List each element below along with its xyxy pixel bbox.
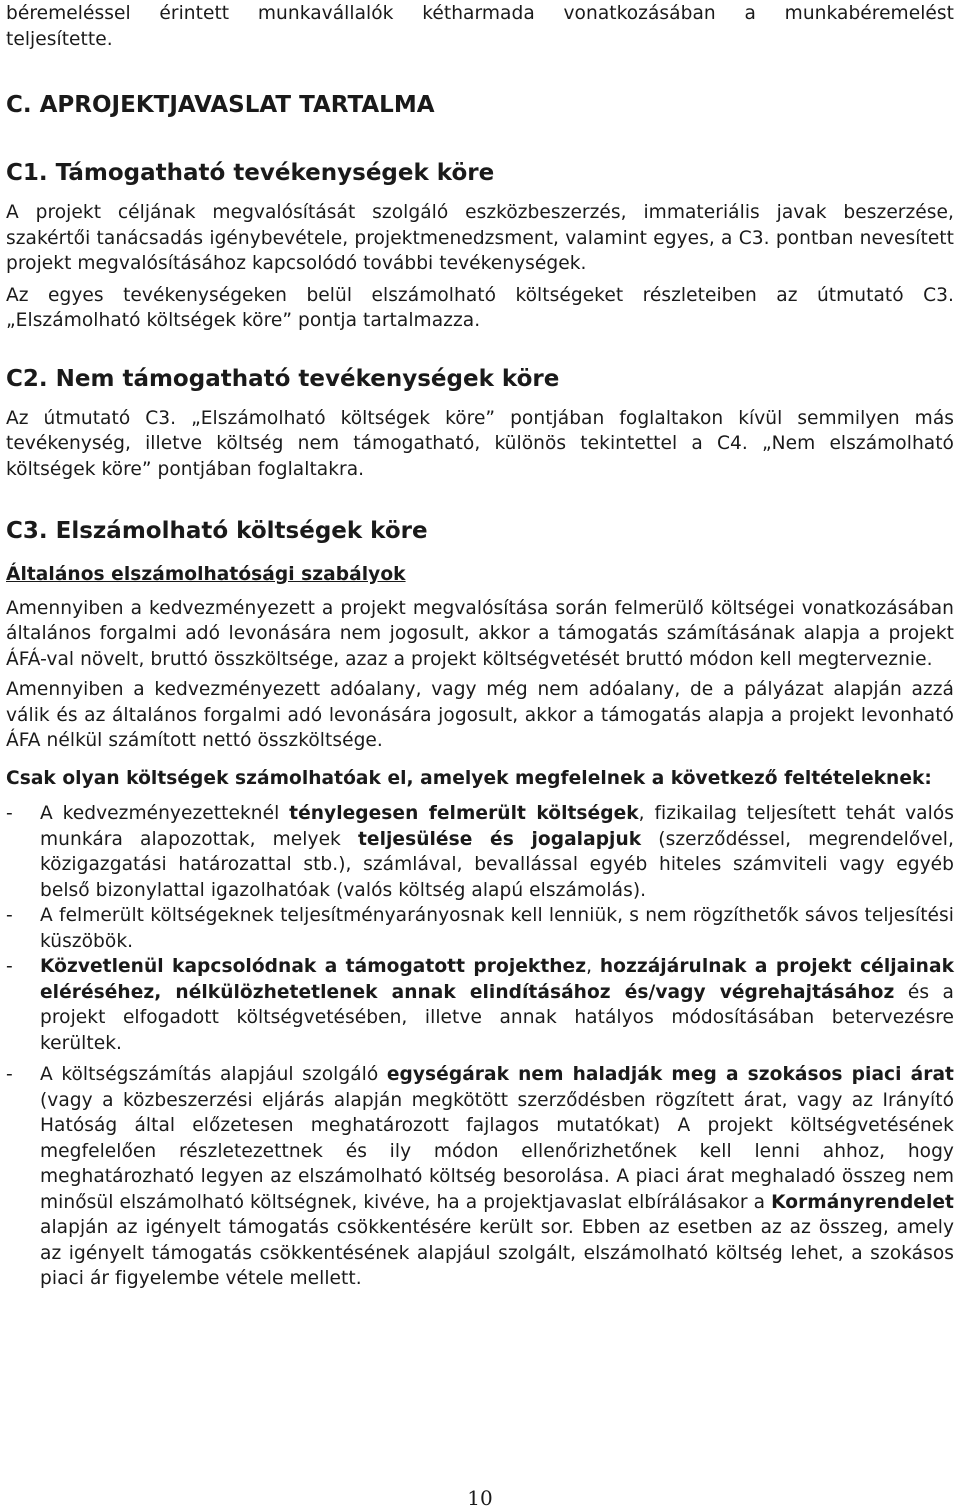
c2-paragraph: Az útmutató C3. „Elszámolható költségek köre” pontjában foglaltakon kívül semmilyen más tevékenység, illetve költség nem támogatható, különös tekintettel a C4. „Nem elszámolható költségek köre” pontjában foglaltakra. (6, 407, 954, 480)
emphasis-text: egységárak nem haladják meg a szokásos piaci árat (386, 1064, 954, 1085)
c1-paragraph-1: A projekt céljának megvalósítását szolgáló eszközbeszerzés, immateriális javak beszerzése, szakértői tanácsadás igénybevétele, projektmenedzsment, valamint egyes, a C3. pontban nevesített projekt megvalósításához kapcsolódó további tevékenységek. (6, 202, 954, 274)
document-page (6, 0, 954, 1292)
c3-paragraph-1: Amennyiben a kedvezményezett a projekt megvalósítása során felmerülő költségei vonatkozásában általános forgalmi adó levonására nem jogosult, akkor a támogatás számításának alapja a projekt ÁFÁ-val növelt, bruttó összköltsége, azaz a projekt költségvetését bruttó módon kell megterveznie. (6, 597, 954, 670)
list-dash: - (6, 956, 13, 977)
lead-line-2: teljesítette. (6, 28, 113, 50)
emphasis-text: Közvetlenül kapcsolódnak a támogatott projekthez (40, 956, 587, 977)
page-number: 10 (467, 1486, 493, 1510)
lead-paragraph (6, 1, 954, 52)
list-item: - A kedvezményezetteknél ténylegesen felmerült költségek, fizikailag teljesített tehát valós munkára alapozottak, melyek teljesülése és jogalapjuk (szerződéssel, megrendelővel, közigazgatási határozattal stb.), számlával, bevallással egyéb hiteles számviteli vagy egyéb belső bizonylattal igazolhatóak (valós költség alapú elszámolás). (6, 803, 954, 901)
c3-subheading: Általános elszámolhatósági szabályok (6, 564, 406, 585)
section-c-heading: C. APROJEKTJAVASLAT TARTALMA (6, 92, 435, 118)
list-item: - Közvetlenül kapcsolódnak a támogatott projekthez, hozzájárulnak a projekt céljainak eléréséhez, nélkülözhetetlenek annak elindításához és/vagy végrehajtásához és a projekt elfogadott költségvetésében, illetve annak hatályos módosításában betervezésre kerültek. (6, 956, 955, 1054)
lead-line-1: béremeléssel érintett munkavállalók kétharmada vonatkozásában a munkabéremelést (6, 3, 954, 24)
emphasis-text: ténylegesen felmerült költségek (289, 803, 639, 824)
c2-heading: C2. Nem támogatható tevékenységek köre (6, 365, 560, 392)
list-dash: - (6, 1064, 13, 1085)
c1-heading: C1. Támogatható tevékenységek köre (6, 160, 495, 186)
emphasis-text: Kormányrendelet (771, 1191, 954, 1213)
list-dash: - (6, 905, 13, 926)
list-item: - A költségszámítás alapjául szolgáló egységárak nem haladják meg a szokásos piaci árat (vagy a közbeszerzési eljárás alapján megkötött szerződésben rögzített árat, vagy az Irányító Hatóság által előzetesen meghatározott fajlagos mutatókat) A projekt költségvetésének megfelelően részletezettnek és ily módon ellenőrizhetőnek kell lenni ahhoz, hogy meghatározható legyen az elszámolható költség besorolása. A piaci árat meghaladó összeg nem minősül elszámolható költségnek, kivéve, ha a projektjavaslat elbírálásakor a Kormányrendelet alapján az igényelt támogatás csökkentésére került sor. Ebben az esetben az az összeg, amely az igényelt támogatás csökkentésének alapjául szolgált, elszámolható költség lehet, a szokásos piaci ár figyelembe vétele mellett. (6, 1064, 954, 1289)
conditions-heading: Csak olyan költségek számolhatóak el, amelyek megfelelnek a következő feltételeknek: (6, 767, 932, 789)
list-dash: - (6, 803, 13, 824)
emphasis-text: teljesülése és jogalapjuk (357, 828, 642, 850)
c3-heading: C3. Elszámolható költségek köre (6, 518, 428, 544)
c1-paragraph-2: Az egyes tevékenységeken belül elszámolható költségeket részleteiben az útmutató C3. „Elszámolható költségek köre” pontja tartalmazza. (6, 284, 954, 331)
list-item: - A felmerült költségeknek teljesítményarányosnak kell lenniük, s nem rögzíthetők sávos teljesítési küszöbök. (6, 905, 954, 952)
c3-paragraph-2: Amennyiben a kedvezményezett adóalany, vagy még nem adóalany, de a pályázat alapján azzá válik és az általános forgalmi adó levonására jogosult, akkor a támogatás alapja a projekt levonható ÁFA nélkül számított nettó összköltsége. (6, 679, 954, 751)
conditions-list (6, 801, 954, 1292)
emphasis-text: hozzájárulnak a projekt céljainak eléréséhez, nélkülözhetetlenek annak elindításához és/vagy végrehajtásához (40, 956, 954, 1003)
